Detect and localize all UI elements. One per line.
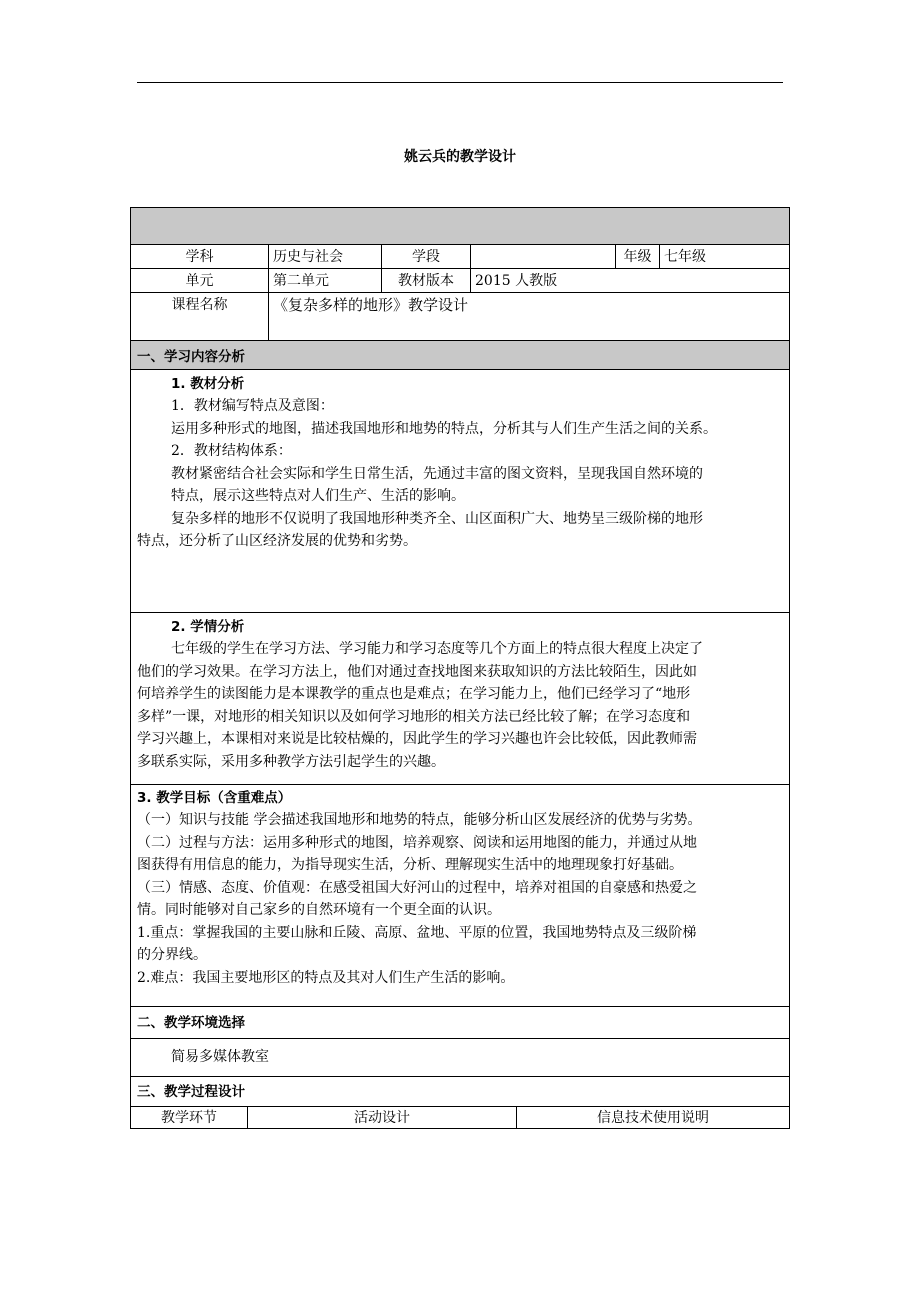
textbook-item2-title: 2．教材结构体系： — [171, 443, 292, 459]
learner-line2: 他们的学习效果。在学习方法上，他们对通过查找地图来获取知识的方法比较陌生，因此如 — [137, 663, 697, 680]
subject-label: 学科 — [185, 249, 214, 265]
textbook-analysis-heading: 1. 教材分析 — [171, 376, 245, 392]
document-title: 姚云兵的教学设计 — [404, 149, 516, 165]
info-row-course — [131, 292, 789, 340]
textbook-item1-text: 运用多种形式的地图，描述我国地形和地势的特点，分析其与人们生产生活之间的关系。 — [171, 420, 717, 437]
header-rule — [137, 82, 783, 83]
goals-line3: 图获得有用信息的能力，为指导现实生活，分析、理解现实生活中的地理现象打好基础。 — [137, 857, 683, 873]
textbook-para1-line1: 教材紧密结合社会实际和学生日常生活，先通过丰富的图文资料，呈现我国自然环境的 — [171, 465, 703, 482]
info-row-unit — [131, 268, 789, 292]
textbook-item1-title: 1．教材编写特点及意图： — [171, 398, 334, 414]
environment-text: 简易多媒体教室 — [171, 1049, 269, 1065]
learner-line3: 何培养学生的读图能力是本课教学的重点也是难点；在学习能力上，他们已经学习了“地形 — [137, 686, 691, 702]
unit-label: 单元 — [185, 273, 214, 289]
course-label: 课程名称 — [171, 297, 228, 313]
teaching-goals-block — [131, 784, 789, 1006]
goals-line6: 1.重点：掌握我国的主要山脉和丘陵、高原、盆地、平原的位置，我国地势特点及三级阶梯 — [137, 924, 697, 941]
grade-value: 七年级 — [659, 245, 789, 268]
learner-line1: 七年级的学生在学习方法、学习能力和学习态度等几个方面上的特点很大程度上决定了 — [171, 641, 703, 657]
goals-line5: 情。同时能够对自己家乡的自然环境有一个更全面的认识。 — [137, 902, 501, 918]
goals-line4: （三）情感、态度、价值观：在感受祖国大好河山的过程中，培养对祖国的自豪感和热爱之 — [137, 879, 697, 896]
textbook-analysis-block — [131, 369, 789, 612]
goals-line1: （一）知识与技能 学会描述我国地形和地势的特点，能够分析山区发展经济的优势与劣势。 — [137, 812, 702, 828]
learner-analysis-heading: 2. 学情分析 — [171, 619, 245, 635]
section-heading-process: 三、教学过程设计 — [131, 1076, 789, 1106]
process-col-it-usage: 信息技术使用说明 — [516, 1107, 789, 1128]
learner-line4: 多样”一课，对地形的相关知识以及如何学习地形的相关方法已经比较了解；在学习态度和 — [137, 708, 691, 725]
unit-value: 第二单元 — [268, 269, 381, 292]
edition-value: 2015 人教版 — [470, 269, 789, 292]
subject-value: 历史与社会 — [268, 245, 381, 268]
goals-line2: （二）过程与方法：运用多种形式的地图，培养观察、阅读和运用地图的能力，并通过从地 — [137, 834, 697, 851]
process-header-row — [131, 1106, 789, 1128]
edition-label: 教材版本 — [381, 269, 470, 292]
lesson-plan-table — [130, 207, 790, 1129]
process-col-stage: 教学环节 — [161, 1110, 217, 1126]
environment-block — [131, 1038, 789, 1076]
section-heading-environment: 二、教学环境选择 — [131, 1006, 789, 1038]
course-value: 《复杂多样的地形》教学设计 — [268, 293, 789, 340]
stage-label: 学段 — [381, 245, 470, 268]
grade-label: 年级 — [615, 245, 659, 268]
learner-line5: 学习兴趣上，本课相对来说是比较枯燥的，因此学生的学习兴趣也许会比较低，因此教师需 — [137, 731, 697, 747]
learner-analysis-block — [131, 612, 789, 784]
textbook-para2-line2: 特点，还分析了山区经济发展的优势和劣势。 — [137, 533, 417, 549]
goals-line8: 2.难点：我国主要地形区的特点及其对人们生产生活的影响。 — [137, 969, 515, 986]
learner-line6: 多联系实际，采用多种教学方法引起学生的兴趣。 — [137, 753, 445, 770]
section-heading-content-analysis: 一、学习内容分析 — [131, 340, 789, 369]
info-row-subject — [131, 244, 789, 268]
teaching-goals-heading: 3. 教学目标（含重难点） — [137, 790, 292, 806]
table-header-band — [131, 208, 789, 244]
goals-line7: 的分界线。 — [137, 947, 207, 963]
stage-value — [470, 245, 615, 268]
textbook-para2-line1: 复杂多样的地形不仅说明了我国地形种类齐全、山区面积广大、地势呈三级阶梯的地形 — [171, 510, 703, 527]
textbook-para1-line2: 特点，展示这些特点对人们生产、生活的影响。 — [171, 488, 465, 504]
process-col-activity: 活动设计 — [247, 1107, 516, 1128]
